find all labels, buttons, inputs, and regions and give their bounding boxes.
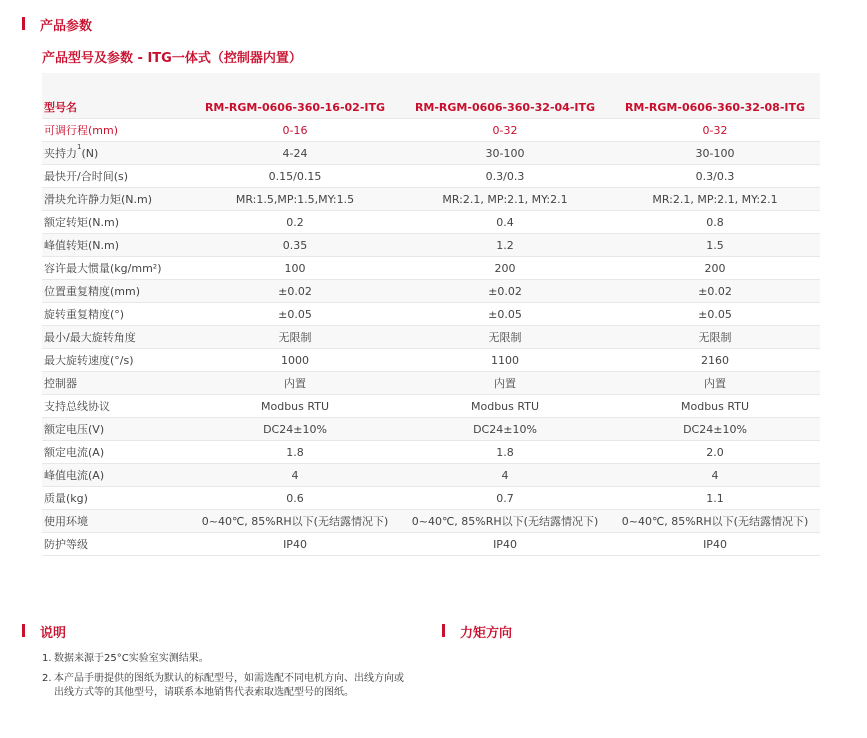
section-title-torque: 力矩方向 [460, 626, 513, 641]
table-cell: DC24±10% [190, 418, 400, 441]
note-number: 2. [42, 673, 52, 684]
row-label-text: 容许最大惯量(kg/mm²) [44, 262, 162, 275]
column-header: RM-RGM-0606-360-32-04-ITG [400, 96, 610, 119]
table-cell: 30-100 [610, 142, 820, 165]
table-cell: DC24±10% [610, 418, 820, 441]
table-cell: 1.2 [400, 234, 610, 257]
row-label [42, 165, 190, 188]
note-text: 本产品手册提供的图纸为默认的标配型号，如需选配不同电机方向、出线方向或出线方式等的其他型号，请联系本地销售代表索取选配型号的图纸。 [54, 673, 404, 698]
row-label-text: 防护等级 [44, 538, 88, 551]
accent-bar [22, 624, 25, 637]
notes-list [42, 652, 412, 706]
table-cell: 0.35 [190, 234, 400, 257]
table-cell: 0.4 [400, 211, 610, 234]
table-row [42, 188, 820, 211]
table-row [42, 234, 820, 257]
table-row [42, 372, 820, 395]
table-header-row [42, 96, 820, 119]
table-cell: 0-16 [190, 119, 400, 142]
table-row [42, 303, 820, 326]
row-label-text: 最小/最大旋转角度 [44, 331, 136, 344]
table-cell: MR:1.5,MP:1.5,MY:1.5 [190, 188, 400, 211]
row-label-text: 使用环境 [44, 515, 88, 528]
table-cell: DC24±10% [400, 418, 610, 441]
table-top-band [42, 73, 820, 96]
row-label-text: 峰值电流(A) [44, 469, 105, 482]
table-row [42, 395, 820, 418]
table-cell: 1100 [400, 349, 610, 372]
table-cell: 0.7 [400, 487, 610, 510]
table-cell: 4 [190, 464, 400, 487]
table-row [42, 211, 820, 234]
row-label [42, 464, 190, 487]
table-cell: 100 [190, 257, 400, 280]
table-cell: 200 [400, 257, 610, 280]
row-label-text: 质量(kg) [44, 492, 88, 505]
row-label [42, 349, 190, 372]
table-row [42, 349, 820, 372]
accent-bar [442, 624, 445, 637]
table-cell: ±0.02 [400, 280, 610, 303]
row-label [42, 142, 190, 165]
table-cell: 1000 [190, 349, 400, 372]
row-label [42, 326, 190, 349]
table-row [42, 510, 820, 533]
table-cell: IP40 [610, 533, 820, 556]
table-row [42, 257, 820, 280]
column-header: 型号名 [42, 96, 190, 119]
row-label-text: 滑块允许静力矩(N.m) [44, 193, 153, 206]
table-cell: ±0.05 [610, 303, 820, 326]
table-cell: Modbus RTU [610, 395, 820, 418]
table-cell: 0.15/0.15 [190, 165, 400, 188]
row-label [42, 441, 190, 464]
note-item [42, 652, 412, 666]
table-cell: 无限制 [610, 326, 820, 349]
table-row [42, 119, 820, 142]
table-cell: IP40 [190, 533, 400, 556]
section-title-params: 产品参数 [40, 19, 93, 34]
section-title-notes: 说明 [40, 626, 67, 641]
table-cell: 4 [400, 464, 610, 487]
row-label-text: 额定转矩(N.m) [44, 216, 120, 229]
table-row [42, 142, 820, 165]
row-label-text: 峰值转矩(N.m) [44, 239, 120, 252]
footnote-marker: 1 [77, 143, 82, 151]
column-header: RM-RGM-0606-360-32-08-ITG [610, 96, 820, 119]
table-cell: 0.3/0.3 [610, 165, 820, 188]
table-cell: MR:2.1, MP:2.1, MY:2.1 [610, 188, 820, 211]
table-cell: 0-32 [400, 119, 610, 142]
table-cell: 200 [610, 257, 820, 280]
row-label [42, 280, 190, 303]
table-cell: 1.1 [610, 487, 820, 510]
table-row [42, 533, 820, 556]
row-label [42, 257, 190, 280]
row-label-text: 可调行程(mm) [44, 124, 119, 137]
table-cell: ±0.02 [610, 280, 820, 303]
table-cell: 0.3/0.3 [400, 165, 610, 188]
table-cell: MR:2.1, MP:2.1, MY:2.1 [400, 188, 610, 211]
note-text: 数据来源于25°C实验室实测结果。 [54, 653, 209, 664]
table-row [42, 326, 820, 349]
table-cell: IP40 [400, 533, 610, 556]
table-row [42, 165, 820, 188]
row-label-text: 最大旋转速度(°/s) [44, 354, 134, 367]
table-cell: ±0.05 [190, 303, 400, 326]
table-cell: ±0.02 [190, 280, 400, 303]
table-cell: 0-32 [610, 119, 820, 142]
table-cell: 4 [610, 464, 820, 487]
row-label [42, 211, 190, 234]
accent-bar [22, 17, 25, 30]
table-row [42, 487, 820, 510]
table-subtitle: 产品型号及参数 - ITG一体式（控制器内置） [42, 51, 302, 66]
table-cell: 0.2 [190, 211, 400, 234]
row-label-text: 额定电压(V) [44, 423, 105, 436]
table-cell: 1.8 [400, 441, 610, 464]
table-cell: 30-100 [400, 142, 610, 165]
row-label-text: 控制器 [44, 377, 77, 390]
table-cell: 0.8 [610, 211, 820, 234]
row-label-text: 最快开/合时间(s) [44, 170, 129, 183]
row-label [42, 487, 190, 510]
row-label-unit: (N) [81, 147, 99, 160]
table-cell: 4-24 [190, 142, 400, 165]
table-cell: 1.5 [610, 234, 820, 257]
table-cell: 2.0 [610, 441, 820, 464]
column-header: RM-RGM-0606-360-16-02-ITG [190, 96, 400, 119]
table-cell: 0~40℃, 85%RH以下(无结露情况下) [190, 510, 400, 533]
table-cell: 0~40℃, 85%RH以下(无结露情况下) [400, 510, 610, 533]
table-cell: 2160 [610, 349, 820, 372]
spec-table [42, 96, 820, 556]
row-label [42, 533, 190, 556]
row-label [42, 119, 190, 142]
row-label [42, 303, 190, 326]
note-number: 1. [42, 653, 52, 664]
row-label [42, 418, 190, 441]
table-row [42, 280, 820, 303]
row-label [42, 395, 190, 418]
table-cell: 1.8 [190, 441, 400, 464]
table-cell: 内置 [190, 372, 400, 395]
table-cell: 无限制 [400, 326, 610, 349]
table-cell: 无限制 [190, 326, 400, 349]
row-label-text: 支持总线协议 [44, 400, 110, 413]
table-row [42, 464, 820, 487]
table-cell: Modbus RTU [400, 395, 610, 418]
row-label [42, 510, 190, 533]
table-cell: ±0.05 [400, 303, 610, 326]
row-label-text: 夹持力 [44, 147, 77, 160]
note-item [42, 672, 412, 700]
row-label-text: 位置重复精度(mm) [44, 285, 141, 298]
table-cell: Modbus RTU [190, 395, 400, 418]
table-cell: 内置 [400, 372, 610, 395]
row-label-text: 旋转重复精度(°) [44, 308, 125, 321]
table-cell: 0~40℃, 85%RH以下(无结露情况下) [610, 510, 820, 533]
row-label [42, 234, 190, 257]
table-cell: 内置 [610, 372, 820, 395]
row-label [42, 188, 190, 211]
table-cell: 0.6 [190, 487, 400, 510]
row-label [42, 372, 190, 395]
table-row [42, 441, 820, 464]
row-label-text: 额定电流(A) [44, 446, 105, 459]
table-row [42, 418, 820, 441]
